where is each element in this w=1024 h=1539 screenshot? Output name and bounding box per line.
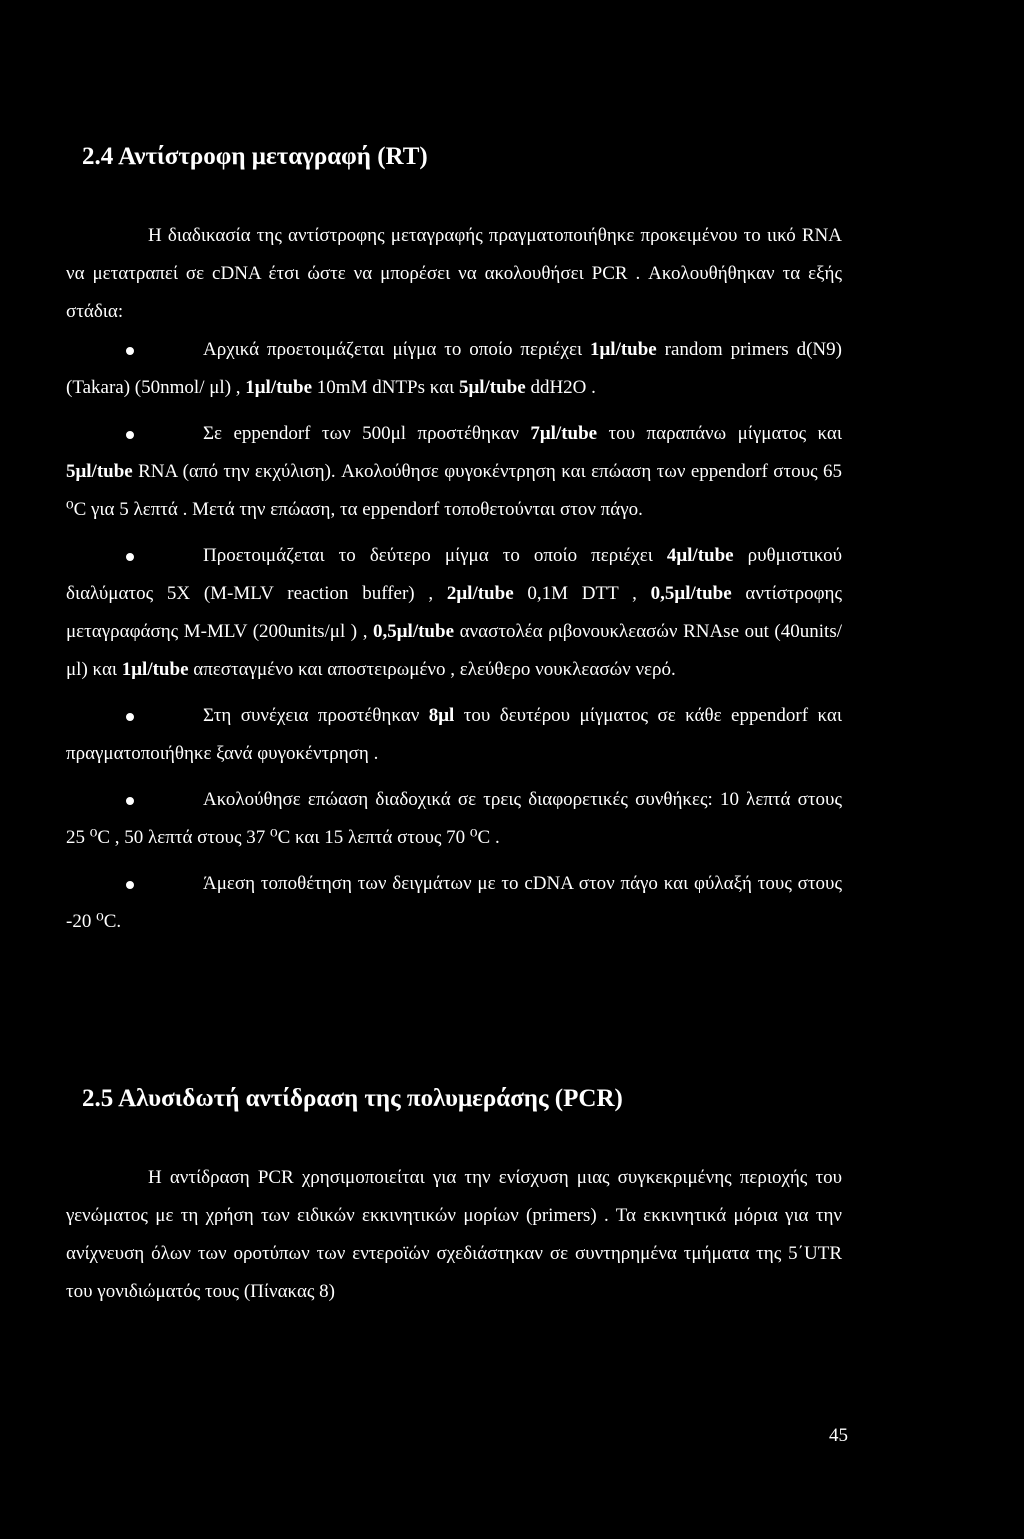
bold-quantity: 1μl/tube bbox=[590, 339, 657, 360]
rt-step-text bbox=[66, 781, 842, 857]
step-text-run: Προετοιμάζεται το δεύτερο μίγμα το οποίο περιέχει bbox=[203, 545, 667, 566]
bullet-icon bbox=[126, 431, 134, 439]
bold-quantity: 0,5μl/tube bbox=[373, 621, 455, 642]
bold-quantity: 1μl/tube bbox=[245, 377, 313, 398]
rt-step-text bbox=[66, 331, 842, 407]
step-text-run: αναστολέα ριβονουκλεασών RNAse out (40units/μl) και bbox=[66, 621, 842, 680]
page-number: 45 bbox=[829, 1425, 848, 1446]
intro-text: Η διαδικασία της αντίστροφης μεταγραφής πραγματοποιήθηκε προκειμένου το ιικό RNA να μετατραπεί σε cDNA έτσι ώστε να μπορέσει να ακολουθήσει PCR . Ακολουθήθηκαν τα εξής στάδια: bbox=[66, 225, 842, 322]
bold-quantity: 1μl/tube bbox=[121, 659, 189, 680]
rt-step-item bbox=[66, 415, 842, 529]
bold-quantity: 7μl/tube bbox=[530, 423, 598, 444]
section-heading-pcr: 2.5 Αλυσιδωτή αντίδραση της πολυμεράσης (PCR) bbox=[82, 1085, 623, 1112]
bullet-icon bbox=[126, 881, 134, 889]
bold-quantity: 5μl/tube bbox=[458, 377, 526, 398]
rt-steps-list bbox=[66, 331, 842, 949]
step-text-run: του δευτέρου μίγματος σε κάθε eppendorf και πραγματοποιήθηκε ξανά φυγοκέντρηση . bbox=[66, 705, 842, 764]
rt-step-text bbox=[66, 537, 842, 689]
rt-step-item bbox=[66, 865, 842, 941]
step-text-run: Σε eppendorf των 500μl προστέθηκαν bbox=[203, 423, 531, 444]
step-text-run: του παραπάνω μίγματος και bbox=[597, 423, 842, 444]
step-text-run: αντίστροφης μεταγραφάσης M-MLV (200units/μl ) , bbox=[66, 583, 842, 642]
step-text-run: Ακολούθησε επώαση διαδοχικά σε τρεις διαφορετικές συνθήκες: 10 λεπτά στους 25 ⁰C , 50 λεπτά στους 37 ⁰C και 15 λεπτά στους 70 ⁰C . bbox=[66, 789, 842, 848]
step-text-run: RNA (από την εκχύλιση). Ακολούθησε φυγοκέντρηση και επώαση των eppendorf στους 65 ⁰C για 5 λεπτά . Μετά την επώαση, τα eppendorf τοποθετούνται στον πάγο. bbox=[66, 461, 842, 520]
bold-quantity: 8μl bbox=[428, 705, 455, 726]
section-heading-rt: 2.4 Αντίστροφη μεταγραφή (RT) bbox=[82, 143, 428, 170]
rt-step-item bbox=[66, 697, 842, 773]
bullet-icon bbox=[126, 553, 134, 561]
intro-paragraph bbox=[66, 217, 842, 331]
rt-step-text bbox=[66, 697, 842, 773]
bold-quantity: 5μl/tube bbox=[66, 461, 133, 482]
step-text-run: απεσταγμένο και αποστειρωμένο , ελεύθερο νουκλεασών νερό. bbox=[188, 659, 676, 680]
rt-step-item bbox=[66, 331, 842, 407]
step-text-run: ddH2O . bbox=[525, 377, 596, 398]
step-text-run: 0,1M DTT , bbox=[513, 583, 651, 604]
step-text-run: random primers d(N9) (Takara) (50nmol/ μl) , bbox=[66, 339, 842, 398]
pcr-paragraph bbox=[66, 1159, 842, 1311]
bold-quantity: 2μl/tube bbox=[446, 583, 514, 604]
step-text-run: 10mM dNTPs και bbox=[312, 377, 459, 398]
step-text-run: Αρχικά προετοιμάζεται μίγμα το οποίο περιέχει bbox=[203, 339, 591, 360]
pcr-text: Η αντίδραση PCR χρησιμοποιείται για την ενίσχυση μιας συγκεκριμένης περιοχής του γενώματος με τη χρήση των ειδικών εκκινητικών μορίων (primers) . Τα εκκινητικά μόρια για την ανίχνευση όλων των οροτύπων των εντεροϊών σχεδιάστηκαν σε συντηρημένα τμήματα της 5΄UTR του γονιδιώματός τους (Πίνακας 8) bbox=[66, 1167, 842, 1302]
bold-quantity: 0,5μl/tube bbox=[650, 583, 732, 604]
step-text-run: Στη συνέχεια προστέθηκαν bbox=[203, 705, 429, 726]
bold-quantity: 4μl/tube bbox=[666, 545, 734, 566]
step-text-run: ρυθμιστικού διαλύματος 5X (M-MLV reaction buffer) , bbox=[66, 545, 842, 604]
rt-step-item bbox=[66, 537, 842, 689]
rt-step-text bbox=[66, 415, 842, 529]
bullet-icon bbox=[126, 797, 134, 805]
rt-step-text bbox=[66, 865, 842, 941]
step-text-run: Άμεση τοποθέτηση των δειγμάτων με το cDNA στον πάγο και φύλαξή τους στους -20 ⁰C. bbox=[66, 873, 842, 932]
bullet-icon bbox=[126, 347, 134, 355]
rt-step-item bbox=[66, 781, 842, 857]
bullet-icon bbox=[126, 713, 134, 721]
